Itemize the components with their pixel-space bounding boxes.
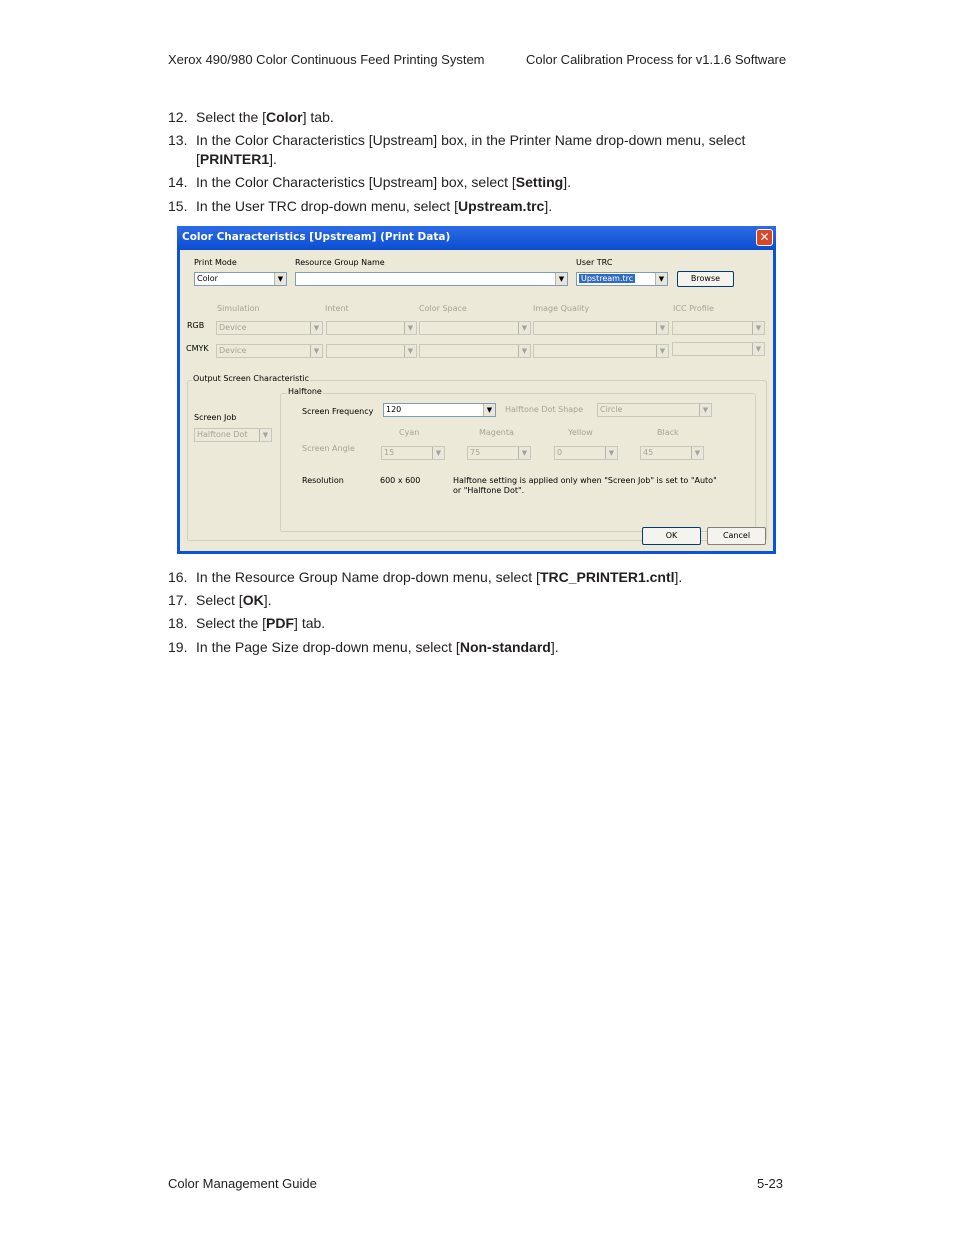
resource-group-dropdown[interactable] [295,272,568,286]
step-bold: PDF [266,615,295,631]
halftone-dot-shape-value: Circle [600,405,623,414]
black-label: Black [657,428,679,437]
dialog-titlebar [177,226,776,250]
chevron-down-icon: ▼ [752,322,764,334]
step-bold: Upstream.trc [457,198,545,214]
rgb-icc-profile-dropdown [672,321,765,335]
cyan-label: Cyan [399,428,420,437]
step-number: 18. [168,615,188,631]
step-text: ]. [674,569,683,585]
ok-button[interactable]: OK [642,527,701,545]
browse-button[interactable]: Browse [677,271,734,287]
magenta-label: Magenta [479,428,514,437]
step-text: ]. [550,639,559,655]
yellow-label: Yellow [568,428,593,437]
icc-profile-column-label: ICC Profile [673,304,714,313]
step-bold: Setting [515,174,564,190]
step-text: In the Color Characteristics [Upstream] box, in the Printer Name drop-down menu, select [ [196,132,746,167]
chevron-down-icon: ▼ [605,447,617,459]
rgb-intent-dropdown [326,321,417,335]
step-text: In the Color Characteristics [Upstream] box, select [ [196,174,516,190]
header-section: Color Calibration Process for v1.1.6 Software [526,52,787,67]
step-text: Select the [ [196,109,267,125]
page-number: 5-23 [757,1176,784,1191]
header-title: Xerox 490/980 Color Continuous Feed Printing System [168,52,485,67]
halftone-dot-shape-label: Halftone Dot Shape [505,405,584,414]
output-screen-group-label: Output Screen Characteristic [193,374,310,383]
rgb-color-space-dropdown [419,321,531,335]
yellow-angle-value: 0 [557,448,563,457]
step-text: In the Resource Group Name drop-down menu, select [ [196,569,540,585]
color-space-column-label: Color Space [419,304,467,313]
screen-job-value: Halftone Dot [197,430,248,439]
step-text: Select [ [196,592,243,608]
black-angle-value: 45 [643,448,654,457]
step-bold: Non-standard [459,639,551,655]
print-mode-dropdown[interactable] [194,272,287,286]
color-characteristics-dialog [177,226,776,554]
resolution-value: 600 x 600 [380,476,421,485]
step-text: Select the [ [196,615,267,631]
step-text: In the User TRC drop-down menu, select [ [196,198,458,214]
cmyk-color-space-dropdown [419,344,531,358]
step-number: 12. [168,109,188,125]
step-14 [168,173,788,192]
resolution-label: Resolution [302,476,344,485]
step-text: ] tab. [294,615,326,631]
print-mode-value: Color [197,274,218,283]
chevron-down-icon: ▼ [656,322,668,334]
step-number: 13. [168,132,188,148]
cmyk-simulation-value: Device [219,346,247,355]
step-15 [168,197,788,216]
step-number: 16. [168,569,188,585]
chevron-down-icon: ▼ [310,322,322,334]
step-12 [168,108,788,127]
step-text: ]. [544,198,553,214]
step-bold: PRINTER1 [199,151,270,167]
halftone-dot-shape-dropdown [597,403,712,417]
chevron-down-icon: ▼ [555,273,567,285]
step-number: 17. [168,592,188,608]
screen-frequency-dropdown[interactable] [383,403,496,417]
rgb-simulation-value: Device [219,323,247,332]
chevron-down-icon: ▼ [655,273,667,285]
cancel-button[interactable]: Cancel [707,527,766,545]
step-number: 15. [168,198,188,214]
chevron-down-icon: ▼ [518,322,530,334]
chevron-down-icon: ▼ [656,345,668,357]
step-18 [168,614,788,633]
rgb-simulation-dropdown [216,321,323,335]
step-number: 19. [168,639,188,655]
intent-column-label: Intent [325,304,349,313]
halftone-note-line1: Halftone setting is applied only when "Screen Job" is set to "Auto" [453,476,717,485]
step-bold: OK [242,592,264,608]
cmyk-simulation-dropdown [216,344,323,358]
cmyk-row-label: CMYK [186,344,209,353]
user-trc-dropdown[interactable] [576,272,668,286]
chevron-down-icon: ▼ [310,345,322,357]
simulation-column-label: Simulation [217,304,260,313]
footer-guide-title: Color Management Guide [168,1176,317,1191]
chevron-down-icon: ▼ [518,447,530,459]
chevron-down-icon: ▼ [404,345,416,357]
chevron-down-icon: ▼ [691,447,703,459]
image-quality-column-label: Image Quality [533,304,590,313]
dialog-title: Color Characteristics [Upstream] (Print Data) [182,231,451,243]
screen-frequency-label: Screen Frequency [302,407,374,416]
screen-job-dropdown [194,428,272,442]
rgb-row-label: RGB [187,321,205,330]
step-16 [168,568,788,587]
cmyk-icc-profile-dropdown [672,342,765,356]
cyan-angle-dropdown [381,446,445,460]
screen-frequency-value: 120 [386,405,402,414]
user-trc-label: User TRC [576,258,613,267]
chevron-down-icon: ▼ [483,404,495,416]
cyan-angle-value: 15 [384,448,395,457]
step-bold: Color [266,109,303,125]
cmyk-image-quality-dropdown [533,344,669,358]
step-text: In the Page Size drop-down menu, select [ [196,639,460,655]
step-text: ] tab. [302,109,334,125]
screen-angle-label: Screen Angle [302,444,355,453]
print-mode-label: Print Mode [194,258,237,267]
screen-job-label: Screen Job [194,413,237,422]
step-13 [168,131,788,169]
step-17 [168,591,788,610]
black-angle-dropdown [640,446,704,460]
step-text: ]. [563,174,572,190]
magenta-angle-value: 75 [470,448,481,457]
chevron-down-icon: ▼ [404,322,416,334]
resource-group-label: Resource Group Name [295,258,385,267]
chevron-down-icon: ▼ [699,404,711,416]
step-19 [168,638,788,657]
cmyk-intent-dropdown [326,344,417,358]
step-number: 14. [168,174,188,190]
chevron-down-icon: ▼ [752,343,764,355]
rgb-image-quality-dropdown [533,321,669,335]
halftone-group-label: Halftone [288,387,322,396]
yellow-angle-dropdown [554,446,618,460]
step-text: ]. [263,592,272,608]
step-text: ]. [269,151,277,167]
step-bold: TRC_PRINTER1.cntl [539,569,675,585]
chevron-down-icon: ▼ [259,429,271,441]
chevron-down-icon: ▼ [274,273,286,285]
close-icon[interactable]: ✕ [756,229,773,246]
dialog-client-area [180,250,773,551]
chevron-down-icon: ▼ [432,447,444,459]
user-trc-value: Upstream.trc [581,274,634,283]
chevron-down-icon: ▼ [518,345,530,357]
magenta-angle-dropdown [467,446,531,460]
halftone-note-line2: or "Halftone Dot". [453,486,525,495]
